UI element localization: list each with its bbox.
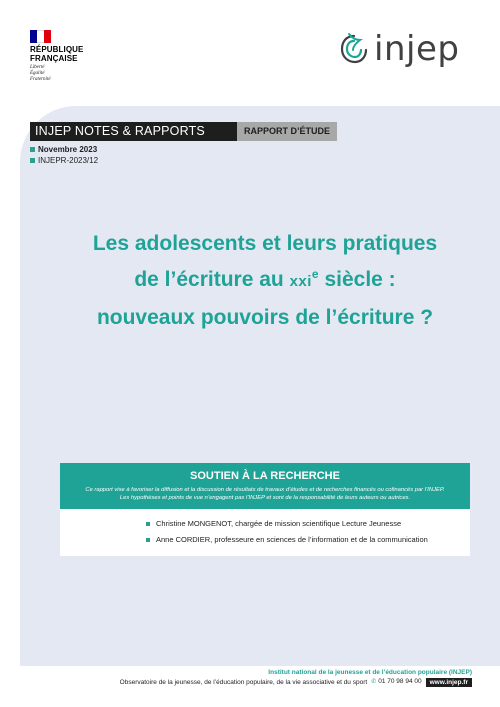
- bullet-square-icon: [146, 538, 150, 542]
- series-name: INJEP NOTES & RAPPORTS: [30, 122, 237, 141]
- report-title: [30, 226, 500, 336]
- support-text-line2: Les hypothèses et points de vue n’engagent pas l’INJEP et sont de la responsabilité de leurs auteurs ou autrices.: [119, 494, 411, 501]
- support-box: [60, 463, 470, 556]
- footer: [120, 668, 472, 687]
- bullet-square-icon: [30, 158, 35, 163]
- republique-francaise-block: [30, 30, 83, 83]
- background-panel: [20, 106, 500, 666]
- title-line2: de l’écriture au xxi$^e$ siècle :: [134, 267, 396, 291]
- bullet-square-icon: [30, 147, 35, 152]
- french-flag-icon: [30, 30, 51, 43]
- series-bar: [30, 122, 337, 141]
- footer-phone: ✆ 01 70 98 94 00: [371, 678, 422, 685]
- injep-logo: [340, 29, 460, 69]
- author-item: Christine MONGENOT, chargée de mission scientifique Lecture Jeunesse: [146, 516, 470, 532]
- republic-title-line1: RÉPUBLIQUE: [30, 45, 84, 54]
- report-meta: [30, 144, 98, 166]
- motto-egalite: Égalité: [30, 71, 45, 76]
- republic-title-line2: FRANÇAISE: [30, 54, 78, 63]
- bullet-square-icon: [146, 522, 150, 526]
- footer-contact: [120, 677, 472, 687]
- footer-institute: Institut national de la jeunesse et de l’éducation populaire (INJEP): [268, 669, 472, 676]
- support-heading: SOUTIEN À LA RECHERCHE: [190, 470, 340, 482]
- injep-logo-text: injep: [374, 29, 460, 69]
- title-line1: Les adolescents et leurs pratiques: [92, 232, 438, 255]
- support-header: [60, 463, 470, 509]
- report-date: Novembre 2023: [30, 144, 98, 155]
- injep-swirl-icon: [340, 32, 368, 66]
- report-type: RAPPORT D’ÉTUDE: [237, 122, 337, 141]
- title-line3: nouveaux pouvoirs de l’écriture ?: [96, 306, 434, 329]
- authors-list: [60, 509, 470, 556]
- footer-observatory: Observatoire de la jeunesse, de l’éducation populaire, de la vie associative et du sport: [119, 678, 368, 686]
- phone-icon: ✆: [371, 679, 377, 685]
- report-reference: INJEPR-2023/12: [30, 155, 98, 166]
- author-item: Anne CORDIER, professeure en sciences de l’information et de la communication: [146, 532, 470, 548]
- motto-fraternite: Fraternité: [30, 77, 51, 82]
- footer-website-link[interactable]: www.injep.fr: [426, 678, 472, 687]
- motto-liberte: Liberté: [30, 65, 45, 70]
- support-text-line1: Ce rapport vise à favoriser la diffusion et la discussion de résultats de travaux d’études et de recherches financés ou cofinancés par l’INJEP.: [85, 487, 445, 493]
